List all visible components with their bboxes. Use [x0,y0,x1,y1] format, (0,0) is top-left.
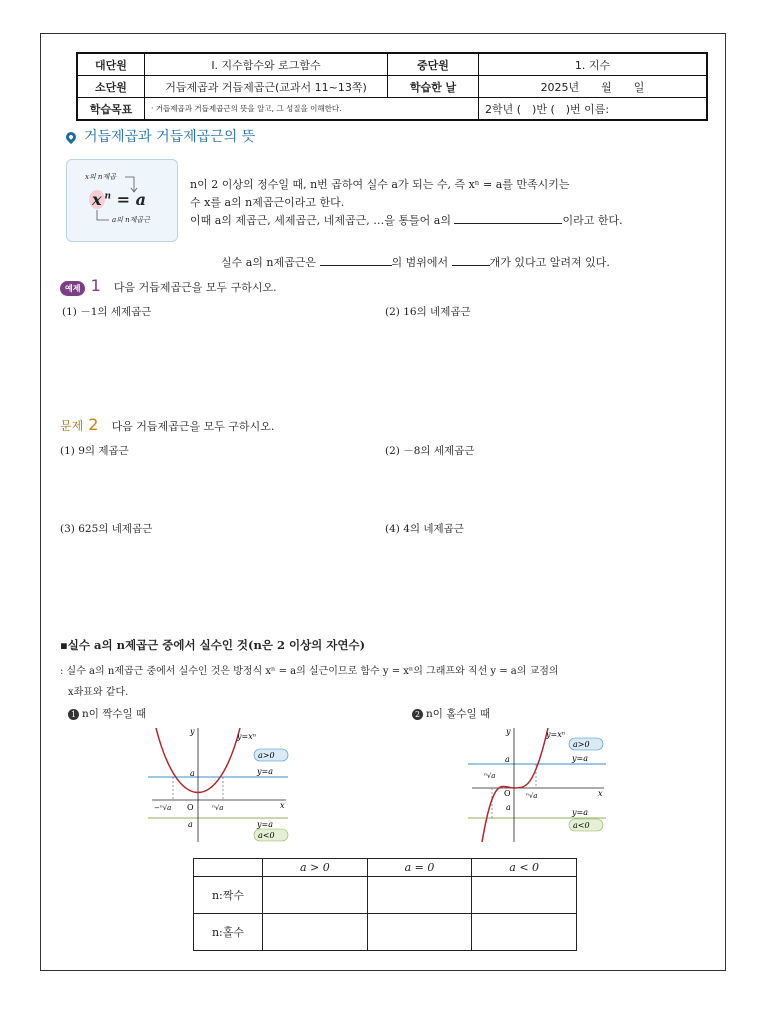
definition-line1: n이 2 이상의 정수일 때, n번 곱하여 실수 a가 되는 수, 즉 xⁿ = a를 만족시키는 [190,178,570,191]
case-odd-label [412,706,490,721]
goal-label: 학습목표 [77,98,145,121]
result-table [193,858,577,951]
case-odd-text: n이 홀수일 때 [426,708,491,720]
definition-line3-pre: 이때 a의 제곱근, 세제곱근, 네제곱근, …을 통틀어 a의 [190,214,451,227]
odd-ya-label: y=a [572,754,588,763]
realroots-desc-1: : 실수 a의 n제곱근 중에서 실수인 것은 방정식 xⁿ = a의 실근이므로 함수 y = xⁿ의 그래프와 직선 y = a의 교점의 [60,666,559,677]
definition-line4 [221,254,610,270]
odd-curve [482,728,548,842]
result-cell-even-aneg[interactable] [472,877,577,914]
odd-curve-label: y=xⁿ [546,730,565,739]
example-number: 1 [90,276,101,295]
even-curve-label: y=xⁿ [237,732,256,741]
unit-value: Ⅰ. 지수함수와 로그함수 [145,53,388,76]
result-cell-even-azero[interactable] [367,877,472,914]
date-label: 학습한 날 [388,76,479,98]
answer-blank-1[interactable] [454,223,562,224]
odd-aneg-label: a<0 [573,821,590,830]
odd-graph [468,722,618,846]
card-formula-exp: n [104,191,112,202]
result-cell-odd-azero[interactable] [367,914,472,951]
date-value: 2025년 월 일 [479,76,708,98]
example-heading [60,276,277,296]
odd-root-label: ⁿ√a [526,792,538,800]
example-prompt: 다음 거듭제곱근을 모두 구하시오. [113,281,277,294]
even-a-neg-axis-label: a [188,820,193,829]
answer-blank-3[interactable] [452,265,490,266]
sub-label: 소단원 [77,76,145,98]
card-formula-base: x [89,190,105,209]
example-item-2: (2) 16의 네제곱근 [385,306,471,318]
mid-label: 중단원 [388,53,479,76]
problem-item-2: (2) －8의 세제곱근 [385,445,475,457]
case-even-text: n이 짝수일 때 [82,708,147,720]
section-title [66,126,255,146]
card-bottom-label: a의 n제곱근 [112,216,150,224]
result-header-azero: a = 0 [367,859,472,877]
card-formula [89,190,146,209]
even-pos-root-label: ⁿ√a [212,804,224,812]
odd-a-neg-axis-label: a [506,803,511,812]
answer-blank-2[interactable] [320,265,392,266]
sub-value: 거듭제곱과 거듭제곱근(교과서 11~13쪽) [145,76,388,98]
problem-item-3: (3) 625의 네제곱근 [60,523,153,535]
definition-line3 [190,212,623,228]
odd-root-neg-side-label: ⁿ√a [484,772,496,780]
definition-line4-pre: 실수 a의 n제곱근은 [221,256,317,269]
definition-card [66,159,178,242]
even-x-label: x [280,801,285,810]
definition-line2: 수 x를 a의 n제곱근이라고 한다. [190,196,345,209]
result-header-apos: a > 0 [263,859,368,877]
realroots-desc-2: x좌표와 같다. [68,687,129,698]
odd-ya-neg-label: y=a [572,808,588,817]
unit-label: 대단원 [77,53,145,76]
even-apos-label: a>0 [258,751,275,760]
even-aneg-label: a<0 [258,831,275,840]
even-ya-label: y=a [257,767,273,776]
section-title-text: 거듭제곱과 거듭제곱근의 뜻 [84,129,256,145]
result-header-aneg: a < 0 [472,859,577,877]
realroots-heading: ▪실수 a의 n제곱근 중에서 실수인 것(n은 2 이상의 자연수) [60,638,366,652]
odd-apos-label: a>0 [573,740,590,749]
goal-value: · 거듭제곱과 거듭제곱근의 뜻을 알고, 그 성질을 이해한다. [145,98,479,121]
card-arrow-bottom [95,210,111,224]
result-row-even-label: n:짝수 [194,877,263,914]
definition-line4-post: 개가 있다고 알려져 있다. [489,256,610,269]
location-pin-icon [64,130,78,144]
header-table [76,52,708,121]
result-header-empty [194,859,263,877]
problem-prompt: 다음 거듭제곱근을 모두 구하시오. [111,420,275,433]
even-neg-root-label: −ⁿ√a [154,804,172,812]
card-top-label: x의 n제곱 [85,173,116,181]
problem-label: 문제 [60,419,84,433]
problem-item-4: (4) 4의 네제곱근 [385,523,464,535]
odd-origin-label: O [504,789,511,798]
odd-x-label: x [598,789,603,798]
even-a-label: a [190,769,195,778]
result-cell-odd-aneg[interactable] [472,914,577,951]
card-formula-right: = a [111,190,147,209]
case-even-number: 1 [68,709,79,720]
result-row-odd-label: n:홀수 [194,914,263,951]
example-item-1: (1) －1의 세제곱근 [62,306,152,318]
result-cell-even-apos[interactable] [263,877,368,914]
mid-value: 1. 지수 [479,53,708,76]
problem-heading [60,415,274,434]
result-cell-odd-apos[interactable] [263,914,368,951]
even-ya-neg-label: y=a [257,820,273,829]
case-even-label [68,706,146,721]
odd-y-label: y [506,727,511,736]
definition-line4-mid: 의 범위에서 [391,256,449,269]
class-name-field[interactable]: 2학년 ( )반 ( )번 이름: [479,98,708,121]
case-odd-number: 2 [412,709,423,720]
odd-a-label: a [505,755,510,764]
problem-number: 2 [88,415,99,434]
definition-line3-post: 이라고 한다. [562,214,623,227]
even-graph [148,722,298,846]
even-origin-label: O [187,803,194,812]
problem-item-1: (1) 9의 제곱근 [60,445,129,457]
example-badge: 예제 [60,281,85,296]
even-y-label: y [190,727,195,736]
